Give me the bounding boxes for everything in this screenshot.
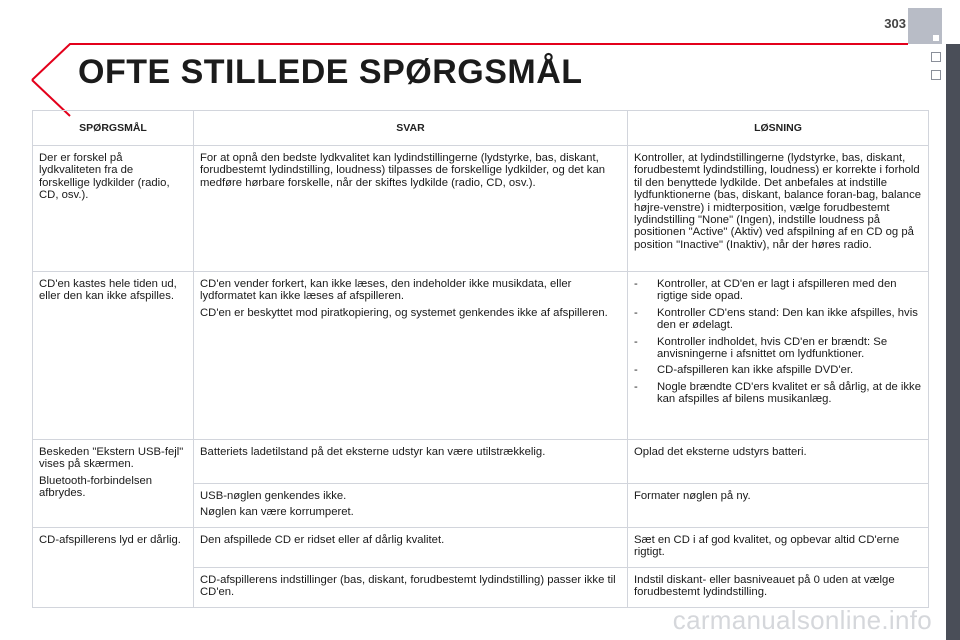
page-title: OFTE STILLEDE SPØRGSMÅL <box>78 53 583 91</box>
table-row <box>33 528 929 568</box>
list-item: - CD-afspilleren kan ikke afspille DVD'er. <box>634 364 854 377</box>
row3-answer-a: Batteriets ladetilstand på det eksterne udstyr kan være utilstrækkelig. <box>194 440 628 484</box>
row3-answer-b <box>194 484 628 528</box>
row3-question-1: Beskeden "Ekstern USB-fejl" vises på skærmen. <box>39 446 184 471</box>
side-checkbox-1 <box>931 52 941 62</box>
solution-list <box>634 278 922 406</box>
header-answer: SVAR <box>194 111 628 146</box>
row3-question <box>33 440 194 528</box>
row2-answer <box>194 272 628 440</box>
row4-answer-a: Den afspillede CD er ridset eller af dårlig kvalitet. <box>194 528 628 568</box>
row2-answer-1: CD'en vender forkert, kan ikke læses, den indeholder ikke musikdata, eller lydformatet kan ikke læses af afspilleren. <box>200 278 572 303</box>
row3-question-2: Bluetooth-forbindelsen afbrydes. <box>39 474 153 500</box>
row4-answer-b: CD-afspillerens indstillinger (bas, diskant, forudbestemt lydindstilling) passer ikke til CD'en. <box>194 567 628 607</box>
watermark: carmanualsonline.info <box>672 605 932 635</box>
title-banner <box>30 40 910 120</box>
row2-solution <box>628 272 929 440</box>
row4-solution-a: Sæt en CD i af god kvalitet, og opbevar altid CD'erne rigtigt. <box>628 528 929 568</box>
row1-solution: Kontroller, at lydindstillingerne (lydstyrke, bas, diskant, forudbestemt lydindstilling, loudness) er korrekte i forhold til den benyttede lydkilde. Det anbefales at indstille lydfunktionerne (bas, diskant, balance foran-bag, balance højre-venstre) i midterposition, vælge forudbestemt lydindstilling "None" (Ingen), indstille loudness på positionen "Active" (Aktiv) ved afspilning af en CD og på position "Inactive" (Inaktiv), når der høres radio. <box>628 146 929 272</box>
table-row <box>33 440 929 484</box>
row4-solution-b: Indstil diskant- eller basniveauet på 0 uden at vælge forudbestemt lydindstilling. <box>628 567 929 607</box>
list-item: - Nogle brændte CD'ers kvalitet er så dårlig, at de ikke kan afspilles af bilens musikanlæg. <box>634 380 921 406</box>
row1-question: Der er forskel på lydkvaliteten fra de forskellige lydkilder (radio, CD, osv.). <box>33 146 194 272</box>
side-bar <box>946 44 960 640</box>
row4-question: CD-afspillerens lyd er dårlig. <box>33 528 194 608</box>
header-solution: LØSNING <box>628 111 929 146</box>
faq-table <box>32 110 929 608</box>
row3-solution-a: Oplad det eksterne udstyrs batteri. <box>628 440 929 484</box>
list-item: - Kontroller CD'ens stand: Den kan ikke afspilles, hvis den er ødelagt. <box>634 306 918 332</box>
corner-tab-square <box>933 35 939 41</box>
header-question: SPØRGSMÅL <box>33 111 194 146</box>
side-checkbox-2 <box>931 70 941 80</box>
row3-answer-b-1: USB-nøglen genkendes ikke. <box>200 490 347 502</box>
row3-answer-b-2: Nøglen kan være korrumperet. <box>200 506 354 519</box>
row3-solution-b: Formater nøglen på ny. <box>628 484 929 528</box>
table-row <box>33 272 929 440</box>
table-header-row <box>33 111 929 146</box>
list-item: - Kontroller indholdet, hvis CD'en er brændt: Se anvisningerne i afsnittet om lydfunktioner. <box>634 335 888 361</box>
table-row <box>33 146 929 272</box>
page-number: 303 <box>884 16 906 31</box>
list-item: - Kontroller, at CD'en er lagt i afspilleren med den rigtige side opad. <box>634 278 897 303</box>
row2-question: CD'en kastes hele tiden ud, eller den kan ikke afspilles. <box>33 272 194 440</box>
row2-answer-2: CD'en er beskyttet mod piratkopiering, og systemet genkendes ikke af afspilleren. <box>200 306 608 319</box>
corner-tab <box>908 8 942 44</box>
row1-answer: For at opnå den bedste lydkvalitet kan lydindstillingerne (lydstyrke, bas, diskant, forudbestemt lydindstilling, loudness) tilpasses de forskellige lydkilder, og det kan medføre hørbare forskelle, når der skiftes lydkilde (radio, CD, osv.). <box>194 146 628 272</box>
